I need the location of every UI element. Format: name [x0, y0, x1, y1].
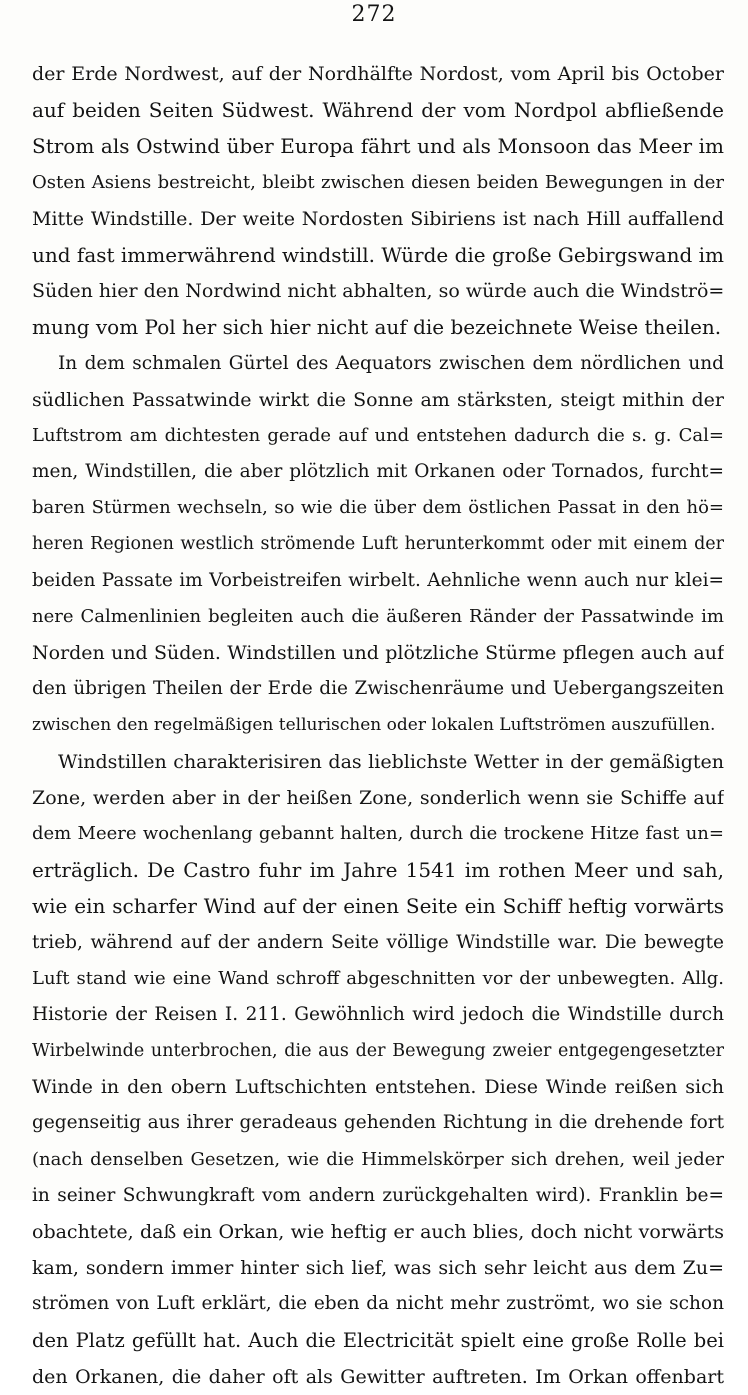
text-line: Strom als Ostwind über Europa fährt und als Monsoon das Meer im: [32, 134, 724, 159]
body-text: [32, 56, 724, 1395]
text-line: Wirbelwinde unterbrochen, die aus der Bewegung zweier entgegengesetzter: [32, 1041, 724, 1062]
text-line: gegenseitig aus ihrer geradeaus gehenden Richtung in die drehende fort: [32, 1112, 724, 1134]
text-line: baren Stürmen wechseln, so wie die über dem östlichen Passat in den hö=: [32, 497, 724, 519]
text-line: Luft stand wie eine Wand schroff abgeschnitten vor der unbewegten. Allg.: [32, 967, 724, 989]
text-line: obachtete, daß ein Orkan, wie heftig er auch blies, doch nicht vorwärts: [32, 1221, 724, 1243]
text-line: Winde in den obern Luftschichten entstehen. Diese Winde reißen sich: [32, 1076, 724, 1099]
page-number: 272: [351, 2, 397, 27]
text-line: Mitte Windstille. Der weite Nordosten Sibiriens ist nach Hill auffallend: [32, 207, 724, 230]
text-line: Norden und Süden. Windstillen und plötzliche Stürme pflegen auch auf: [32, 642, 724, 664]
text-line: den übrigen Theilen der Erde die Zwischenräume und Uebergangszeiten: [32, 678, 724, 700]
text-line: der Erde Nordwest, auf der Nordhälfte Nordost, vom April bis October: [32, 63, 724, 85]
text-line: Historie der Reisen I. 211. Gewöhnlich wird jedoch die Windstille durch: [32, 1003, 724, 1025]
text-line: in seiner Schwungkraft vom andern zurückgehalten wird). Franklin be=: [32, 1184, 724, 1206]
text-line: kam, sondern immer hinter sich lief, was sich sehr leicht aus dem Zu=: [32, 1257, 724, 1280]
text-line: und fast immerwährend windstill. Würde die große Gebirgswand im: [32, 242, 724, 267]
text-line: den Platz gefüllt hat. Auch die Electricität spielt eine große Rolle bei: [32, 1328, 724, 1352]
text-line: Luftstrom am dichtesten gerade auf und entstehen dadurch die s. g. Cal=: [32, 424, 724, 446]
text-line: zwischen den regelmäßigen tellurischen oder lokalen Luftströmen auszufüllen.: [32, 715, 716, 736]
text-line: erträglich. De Castro fuhr im Jahre 1541 im rothen Meer und sah,: [32, 858, 724, 883]
text-line: mung vom Pol her sich hier nicht auf die bezeichnete Weise theilen.: [32, 315, 722, 340]
text-line: strömen von Luft erklärt, die eben da nicht mehr zuströmt, wo sie schon: [32, 1293, 724, 1315]
text-line: südlichen Passatwinde wirkt die Sonne am stärksten, steigt mithin der: [32, 388, 724, 411]
text-line: heren Regionen westlich strömende Luft herunterkommt oder mit einem der: [32, 534, 724, 555]
text-line: In dem schmalen Gürtel des Aequators zwischen dem nördlichen und: [58, 352, 724, 374]
text-line: (nach denselben Gesetzen, wie die Himmelskörper sich drehen, weil jeder: [32, 1148, 724, 1170]
text-line: trieb, während auf der andern Seite völlige Windstille war. Die bewegte: [32, 931, 724, 953]
text-line: Süden hier den Nordwind nicht abhalten, so würde auch die Windströ=: [32, 280, 724, 303]
text-line: auf beiden Seiten Südwest. Während der vom Nordpol abfließende: [32, 98, 724, 123]
text-line: den Orkanen, die daher oft als Gewitter auftreten. Im Orkan offenbart: [32, 1365, 724, 1388]
text-line: Zone, werden aber in der heißen Zone, sonderlich wenn sie Schiffe auf: [32, 786, 724, 809]
text-line: men, Windstillen, die aber plötzlich mit Orkanen oder Tornados, furcht=: [32, 461, 724, 483]
text-line: Windstillen charakterisiren das lieblichste Wetter in der gemäßigten: [58, 750, 724, 773]
text-line: dem Meere wochenlang gebannt halten, durch die trockene Hitze fast un=: [32, 822, 724, 844]
text-line: wie ein scharfer Wind auf der einen Seite ein Schiff heftig vorwärts: [32, 894, 724, 919]
text-line: Osten Asiens bestreicht, bleibt zwischen diesen beiden Bewegungen in der: [32, 171, 724, 193]
text-line: beiden Passate im Vorbeistreifen wirbelt. Aehnliche wenn auch nur klei=: [32, 569, 724, 591]
text-line: nere Calmenlinien begleiten auch die äußeren Ränder der Passatwinde im: [32, 605, 724, 627]
